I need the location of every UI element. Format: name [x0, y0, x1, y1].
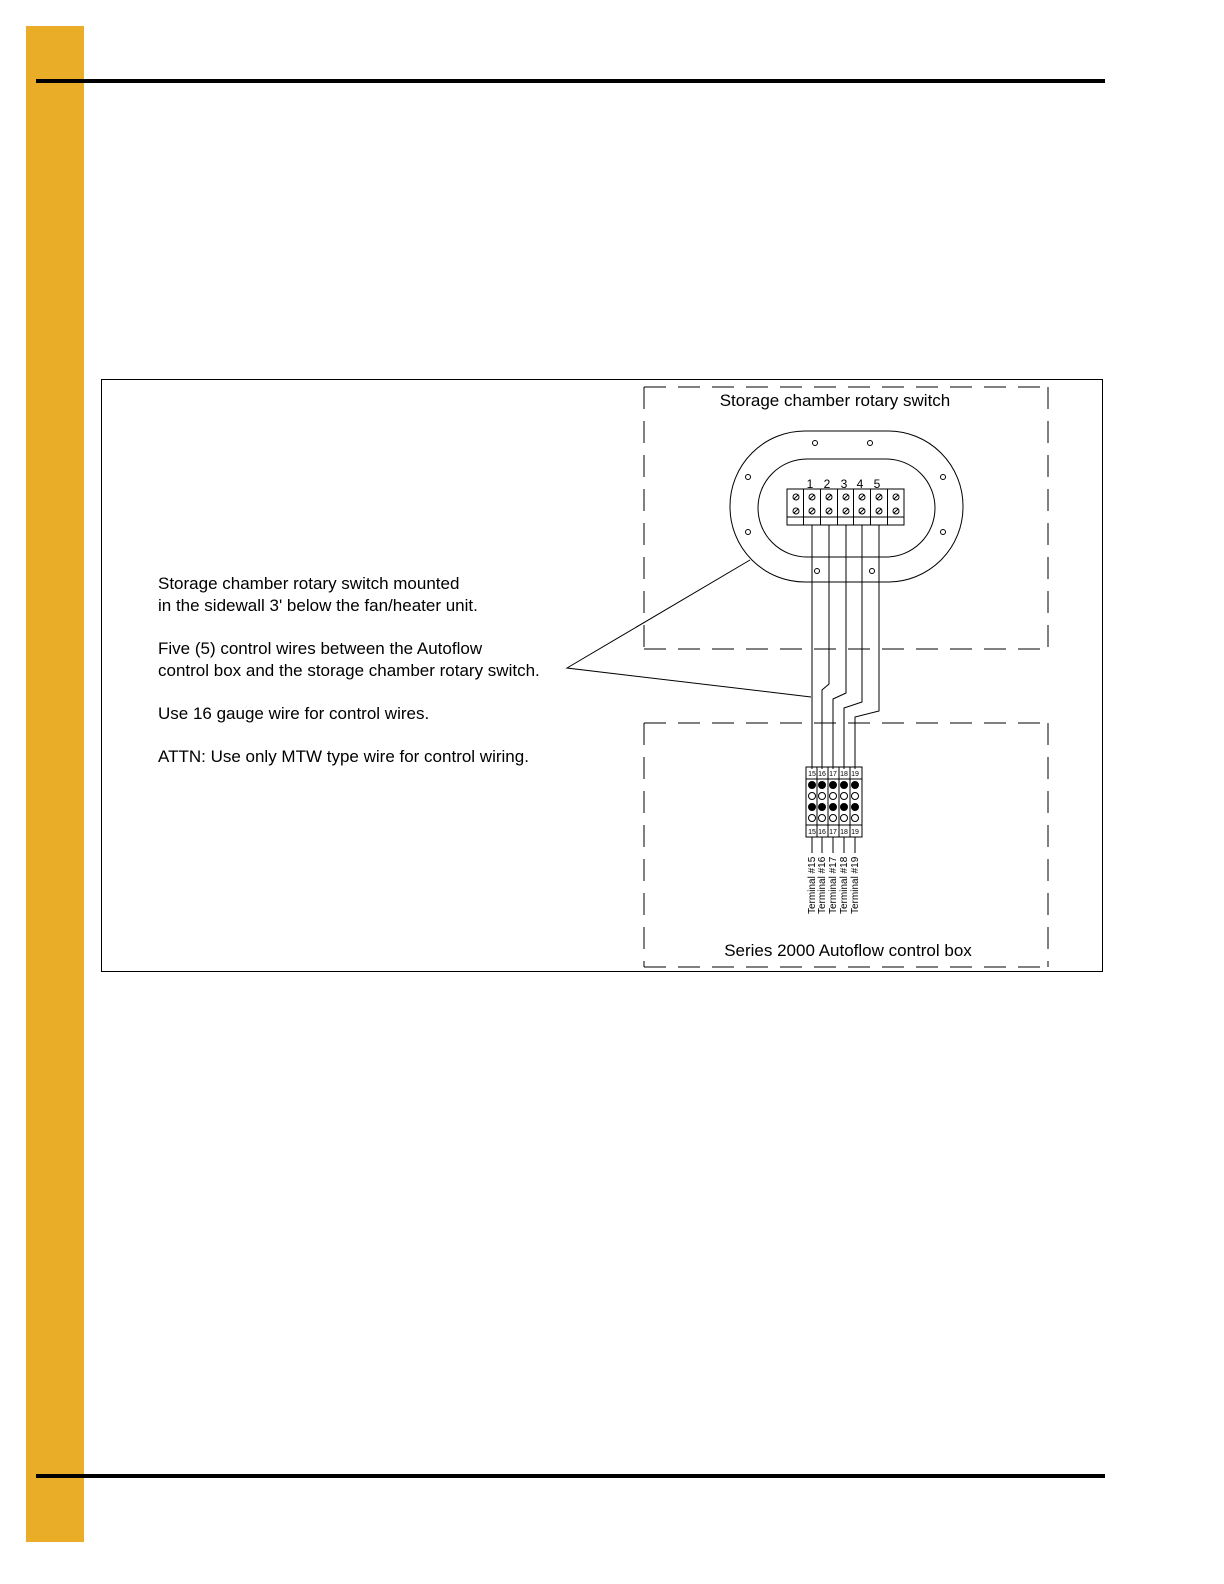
- block-screw: [830, 815, 837, 822]
- terminal-label: Terminal #18: [839, 856, 850, 914]
- block-screw: [819, 782, 826, 789]
- mounting-hole: [746, 530, 751, 535]
- block-screw: [819, 804, 826, 811]
- mounting-hole: [941, 475, 946, 480]
- note-line: Five (5) control wires between the Autoflow: [158, 639, 483, 658]
- screw-slot: [827, 509, 831, 513]
- block-number: 17: [829, 829, 837, 836]
- control-wire: [822, 525, 829, 769]
- block-screw: [809, 804, 816, 811]
- block-screw: [809, 793, 816, 800]
- switch-terminal-number: 2: [823, 477, 831, 491]
- control-box-title: Series 2000 Autoflow control box: [724, 941, 972, 960]
- note-line: Use 16 gauge wire for control wires.: [158, 704, 430, 723]
- screw-slot: [894, 495, 898, 499]
- terminal-label: Terminal #15: [807, 856, 818, 914]
- side-color-band: [26, 26, 84, 1542]
- screw-slot: [877, 495, 881, 499]
- block-number: 16: [818, 829, 826, 836]
- block-number: 15: [808, 771, 816, 778]
- block-screw: [852, 815, 859, 822]
- block-screw: [852, 804, 859, 811]
- block-screw: [841, 804, 848, 811]
- switch-title: Storage chamber rotary switch: [719, 391, 951, 410]
- switch-terminal-number: 4: [856, 477, 864, 491]
- block-screw: [841, 793, 848, 800]
- wiring-diagram: [101, 379, 1103, 972]
- mounting-hole: [813, 441, 818, 446]
- block-screw: [809, 815, 816, 822]
- block-screw: [841, 815, 848, 822]
- note-line: ATTN: Use only MTW type wire for control wiring.: [158, 747, 529, 766]
- mounting-hole: [815, 569, 820, 574]
- screw-slot: [894, 509, 898, 513]
- screw-slot: [827, 495, 831, 499]
- mounting-hole: [941, 530, 946, 535]
- leader-line: [567, 560, 811, 697]
- mounting-hole: [746, 475, 751, 480]
- block-screw: [819, 815, 826, 822]
- mounting-hole: [870, 569, 875, 574]
- control-wire: [844, 525, 862, 769]
- screw-slot: [794, 509, 798, 513]
- mounting-hole: [868, 441, 873, 446]
- terminal-label: Terminal #17: [828, 856, 839, 914]
- control-wire: [855, 525, 879, 769]
- block-screw: [830, 793, 837, 800]
- header-rule: [36, 79, 1105, 83]
- block-screw: [830, 804, 837, 811]
- screw-slot: [810, 509, 814, 513]
- screw-slot: [877, 509, 881, 513]
- note-line: Storage chamber rotary switch mounted: [158, 574, 460, 593]
- terminal-label: Terminal #19: [850, 856, 861, 914]
- block-number: 19: [851, 771, 859, 778]
- block-number: 19: [851, 829, 859, 836]
- block-screw: [841, 782, 848, 789]
- switch-terminal-number: 1: [806, 477, 814, 491]
- footer-rule: [36, 1474, 1105, 1478]
- note-line: control box and the storage chamber rotary switch.: [158, 661, 540, 680]
- switch-terminal-number: 3: [840, 477, 848, 491]
- screw-slot: [844, 495, 848, 499]
- switch-terminal-number: 5: [873, 477, 881, 491]
- block-number: 15: [808, 829, 816, 836]
- block-screw: [852, 793, 859, 800]
- block-screw: [819, 793, 826, 800]
- terminal-label: Terminal #16: [817, 856, 828, 914]
- screw-slot: [810, 495, 814, 499]
- screw-slot: [844, 509, 848, 513]
- screw-slot: [860, 509, 864, 513]
- block-number: 18: [840, 829, 848, 836]
- block-number: 17: [829, 771, 837, 778]
- screw-slot: [794, 495, 798, 499]
- block-number: 18: [840, 771, 848, 778]
- block-screw: [809, 782, 816, 789]
- block-screw: [830, 782, 837, 789]
- screw-slot: [860, 495, 864, 499]
- block-number: 16: [818, 771, 826, 778]
- note-line: in the sidewall 3' below the fan/heater unit.: [158, 596, 478, 615]
- block-screw: [852, 782, 859, 789]
